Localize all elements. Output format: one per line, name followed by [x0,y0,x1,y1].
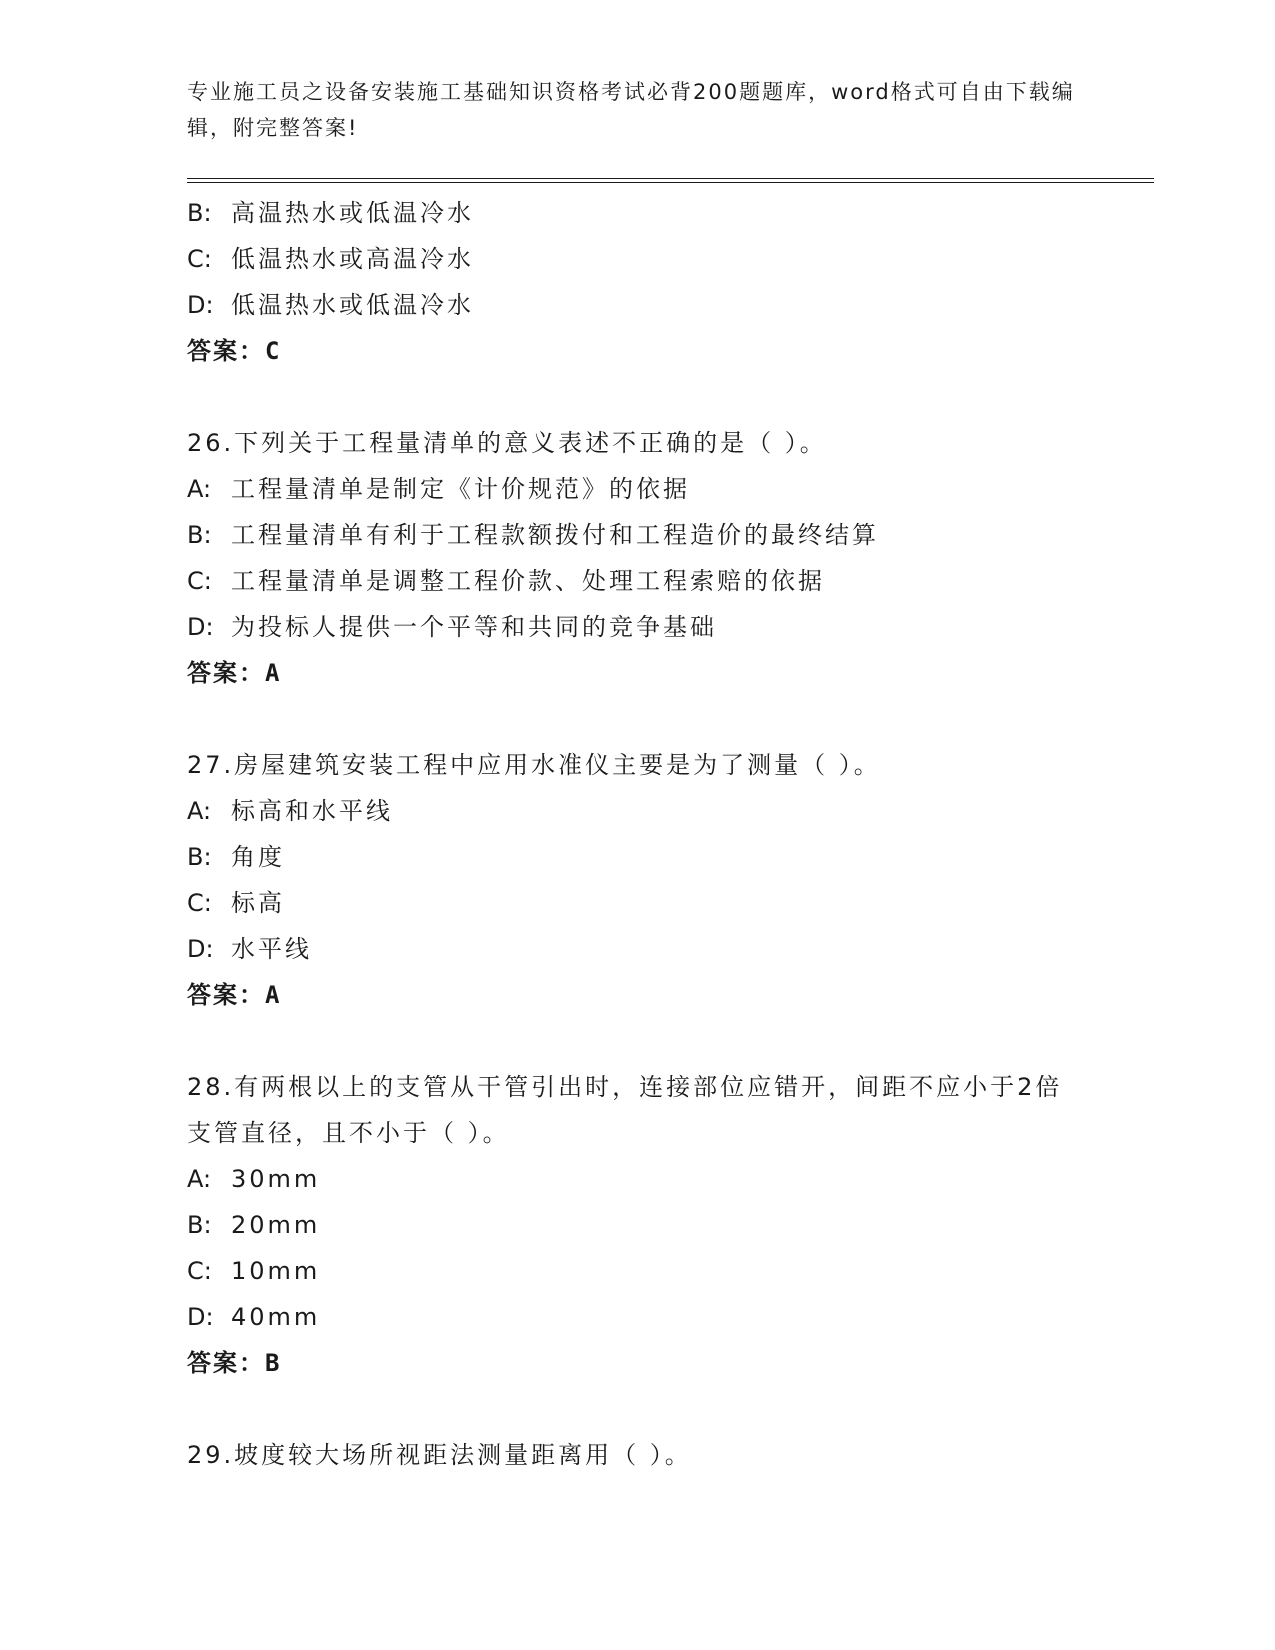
option-b: B: 角度 [187,843,285,871]
option-d: D: 水平线 [187,935,312,963]
option-c: C: 10mm [187,1257,321,1285]
option-c: C: 标高 [187,889,285,917]
option-d: D: 为投标人提供一个平等和共同的竞争基础 [187,613,717,641]
question-26-stem: 26.下列关于工程量清单的意义表述不正确的是（ ）。 [187,429,827,457]
question-list [187,190,1147,1478]
header-title: 专业施工员之设备安装施工基础知识资格考试必背200题题库，word格式可自由下载编辑，附完整答案! [187,80,1075,140]
answer-line: 答案：A [187,981,282,1009]
question-28-stem: 28.有两根以上的支管从干管引出时，连接部位应错开，间距不应小于2倍支管直径，且不小于（ ）。 [187,1073,1063,1147]
header-divider-top [187,178,1154,179]
option-b: B: 高温热水或低温冷水 [187,199,474,227]
option-c: C: 工程量清单是调整工程价款、处理工程索赔的依据 [187,567,825,595]
option-a: A: 标高和水平线 [187,797,393,825]
option-d: D: 低温热水或低温冷水 [187,291,474,319]
document-header [187,74,1087,146]
answer-line: 答案：A [187,659,282,687]
question-29-stem: 29.坡度较大场所视距法测量距离用（ ）。 [187,1441,692,1469]
option-a: A: 30mm [187,1165,321,1193]
option-b: B: 工程量清单有利于工程款额拨付和工程造价的最终结算 [187,521,879,549]
answer-line: 答案：C [187,337,282,365]
option-b: B: 20mm [187,1211,321,1239]
answer-line: 答案：B [187,1349,282,1377]
question-27-stem: 27.房屋建筑安装工程中应用水准仪主要是为了测量（ ）。 [187,751,881,779]
header-divider-bottom [187,182,1154,183]
option-a: A: 工程量清单是制定《计价规范》的依据 [187,475,690,503]
option-d: D: 40mm [187,1303,321,1331]
option-c: C: 低温热水或高温冷水 [187,245,474,273]
